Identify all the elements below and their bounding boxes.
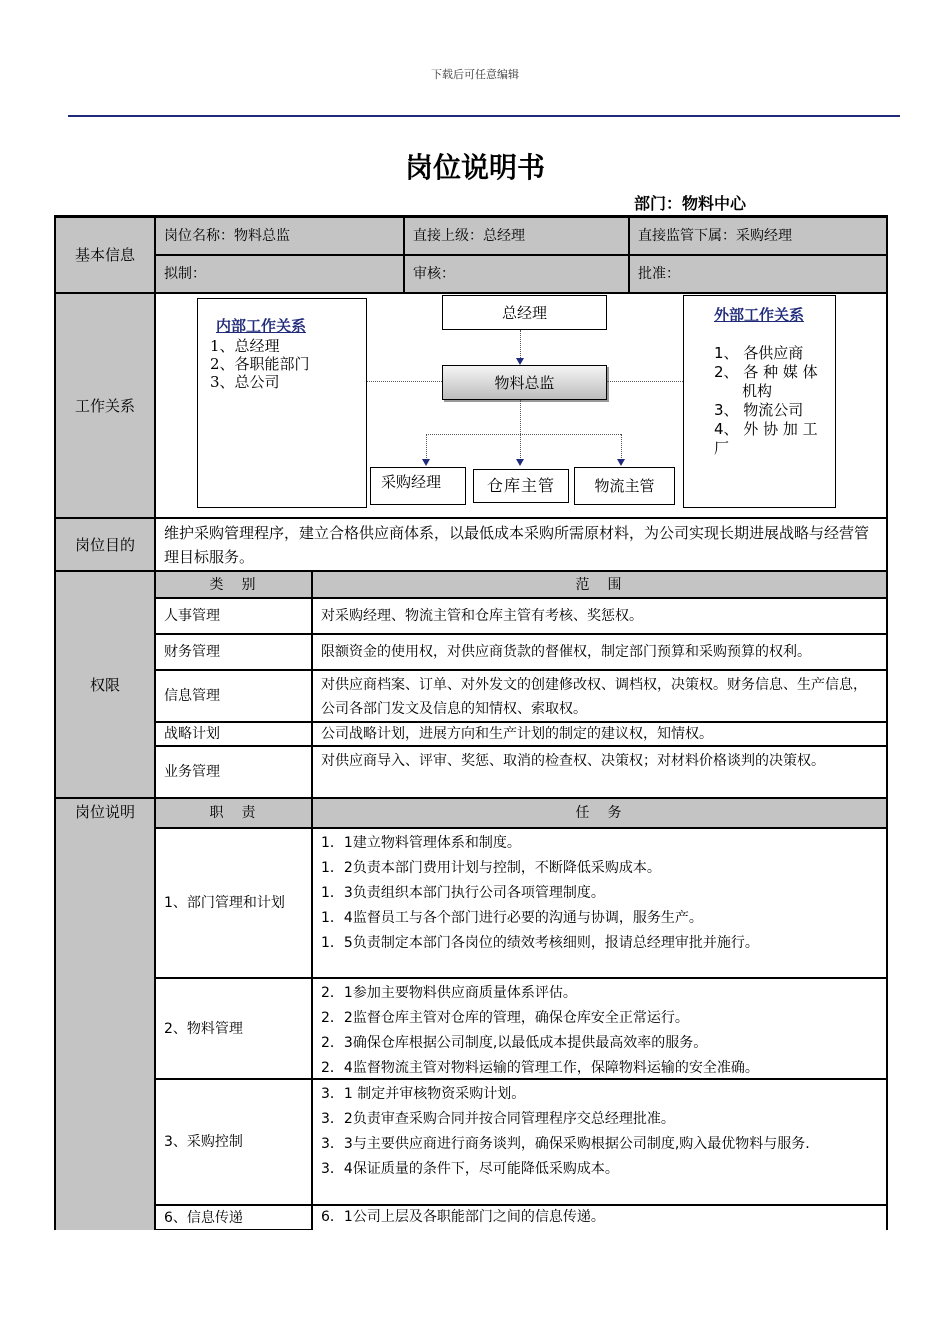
authority-scope: 对供应商档案、订单、对外发文的创建修改权、调档权，决策权。财务信息、生产信息，公司各部门发文及信息的知情权、索取权。: [312, 670, 887, 722]
connector-line: [426, 434, 427, 460]
authority-scope: 公司战略计划，进展方向和生产计划的制定的建议权，知情权。: [312, 722, 887, 746]
arrow-icon: [516, 358, 524, 365]
basic-info-label: 基本信息: [55, 217, 155, 293]
task-item: 1．5负责制定本部门各岗位的绩效考核细则，报请总经理审批并施行。: [321, 935, 759, 951]
authority-category-header: 类 别: [155, 571, 312, 598]
warehouse-supervisor-box: 仓库主管: [473, 469, 569, 503]
arrow-icon: [516, 459, 524, 466]
external-item: 2、 各 种 媒 体: [714, 363, 818, 381]
department-label: 部门：物料中心: [634, 194, 747, 213]
relations-diagram: [155, 293, 887, 518]
task-item: 2．1参加主要物料供应商质量体系评估。: [321, 985, 577, 1001]
duty-name: 1、部门管理和计划: [155, 828, 312, 978]
task-header: 任 务: [312, 798, 887, 828]
connector-line: [607, 381, 683, 382]
authority-category: 信息管理: [155, 670, 312, 722]
task-item: 2．3确保仓库根据公司制度,以最低成本提供最高效率的服务。: [321, 1035, 708, 1051]
connector-line: [520, 434, 521, 460]
authority-scope: 对采购经理、物流主管和仓库主管有考核、奖惩权。: [312, 598, 887, 634]
direct-subordinate: 直接监管下属：采购经理: [629, 217, 887, 255]
director-box: 物料总监: [442, 365, 607, 400]
direct-superior: 直接上级：总经理: [404, 217, 629, 255]
header-divider: [68, 115, 900, 117]
authority-category: 人事管理: [155, 598, 312, 634]
authority-scope-header: 范 围: [312, 571, 887, 598]
task-item: 1．4监督员工与各个部门进行必要的沟通与协调，服务生产。: [321, 910, 703, 926]
purpose-text: 维护采购管理程序，建立合格供应商体系，以最低成本采购所需原材料，为公司实现长期进展战略与经营管理目标服务。: [155, 518, 887, 571]
authority-category: 财务管理: [155, 634, 312, 670]
connector-line: [520, 400, 521, 434]
internal-item: 3、总公司: [210, 373, 280, 391]
duty-tasks: [312, 1079, 887, 1205]
task-item: 1．1建立物料管理体系和制度。: [321, 835, 521, 851]
external-item: 机构: [742, 382, 773, 400]
authority-scope: 对供应商导入、评审、奖惩、取消的检查权、决策权；对材料价格谈判的决策权。: [312, 746, 887, 798]
duty-name: 2、物料管理: [155, 978, 312, 1079]
duty-tasks: [312, 978, 887, 1079]
arrow-icon: [422, 459, 430, 466]
duties-label: 岗位说明: [55, 798, 155, 1230]
purchasing-manager-box: 采购经理: [370, 467, 466, 505]
task-item: 1．3负责组织本部门执行公司各项管理制度。: [321, 885, 605, 901]
internal-relations-title: 内部工作关系: [216, 317, 307, 335]
duty-tasks: [312, 828, 887, 978]
relations-label: 工作关系: [55, 293, 155, 518]
authority-label: 权限: [55, 571, 155, 798]
connector-line: [367, 381, 442, 382]
position-name: 岗位名称：物料总监: [155, 217, 404, 255]
task-item: 1．2负责本部门费用计划与控制，不断降低采购成本。: [321, 860, 661, 876]
authority-category: 业务管理: [155, 746, 312, 798]
task-item: 3．2负责审查采购合同并按合同管理程序交总经理批准。: [321, 1111, 675, 1127]
header-note: 下载后可任意编辑: [431, 68, 519, 81]
reviewed-by: 审核：: [404, 255, 629, 293]
external-item: 4、 外 协 加 工: [714, 420, 818, 438]
task-item: 3．3与主要供应商进行商务谈判，确保采购根据公司制度,购入最优物料与服务.: [321, 1136, 810, 1152]
connector-line: [520, 330, 521, 360]
external-item: 厂: [714, 439, 730, 457]
external-relations-title: 外部工作关系: [714, 306, 805, 324]
task-item: 3．1 制定并审核物资采购计划。: [321, 1086, 526, 1102]
arrow-icon: [617, 459, 625, 466]
internal-item: 2、各职能部门: [210, 355, 310, 373]
drafted-by: 拟制：: [155, 255, 404, 293]
internal-relations-box: [197, 298, 367, 508]
duty-tasks: [312, 1205, 887, 1230]
connector-line: [621, 434, 622, 460]
duty-name: 3、采购控制: [155, 1079, 312, 1205]
page-title: 岗位说明书: [404, 151, 545, 184]
authority-category: 战略计划: [155, 722, 312, 746]
authority-scope: 限额资金的使用权，对供应商货款的督催权，制定部门预算和采购预算的权利。: [312, 634, 887, 670]
internal-relations-list: [210, 337, 366, 391]
external-item: 3、 物流公司: [714, 401, 804, 419]
logistics-supervisor-box: 物流主管: [574, 467, 675, 505]
approved-by: 批准：: [629, 255, 887, 293]
task-item: 3．4保证质量的条件下，尽可能降低采购成本。: [321, 1161, 619, 1177]
task-item: 2．4监督物流主管对物料运输的管理工作，保障物料运输的安全准确。: [321, 1060, 759, 1076]
external-item: 1、 各供应商: [714, 344, 804, 362]
task-item: 2．2监督仓库主管对仓库的管理，确保仓库安全正常运行。: [321, 1010, 689, 1026]
internal-item: 1、总经理: [210, 337, 280, 355]
duty-name: 6、信息传递: [155, 1205, 312, 1230]
duty-header: 职 责: [155, 798, 312, 828]
external-relations-box: [683, 295, 836, 508]
gm-box: 总经理: [442, 295, 607, 330]
connector-line: [426, 434, 621, 435]
task-item: 6．1公司上层及各职能部门之间的信息传递。: [321, 1209, 605, 1225]
purpose-label: 岗位目的: [55, 518, 155, 571]
